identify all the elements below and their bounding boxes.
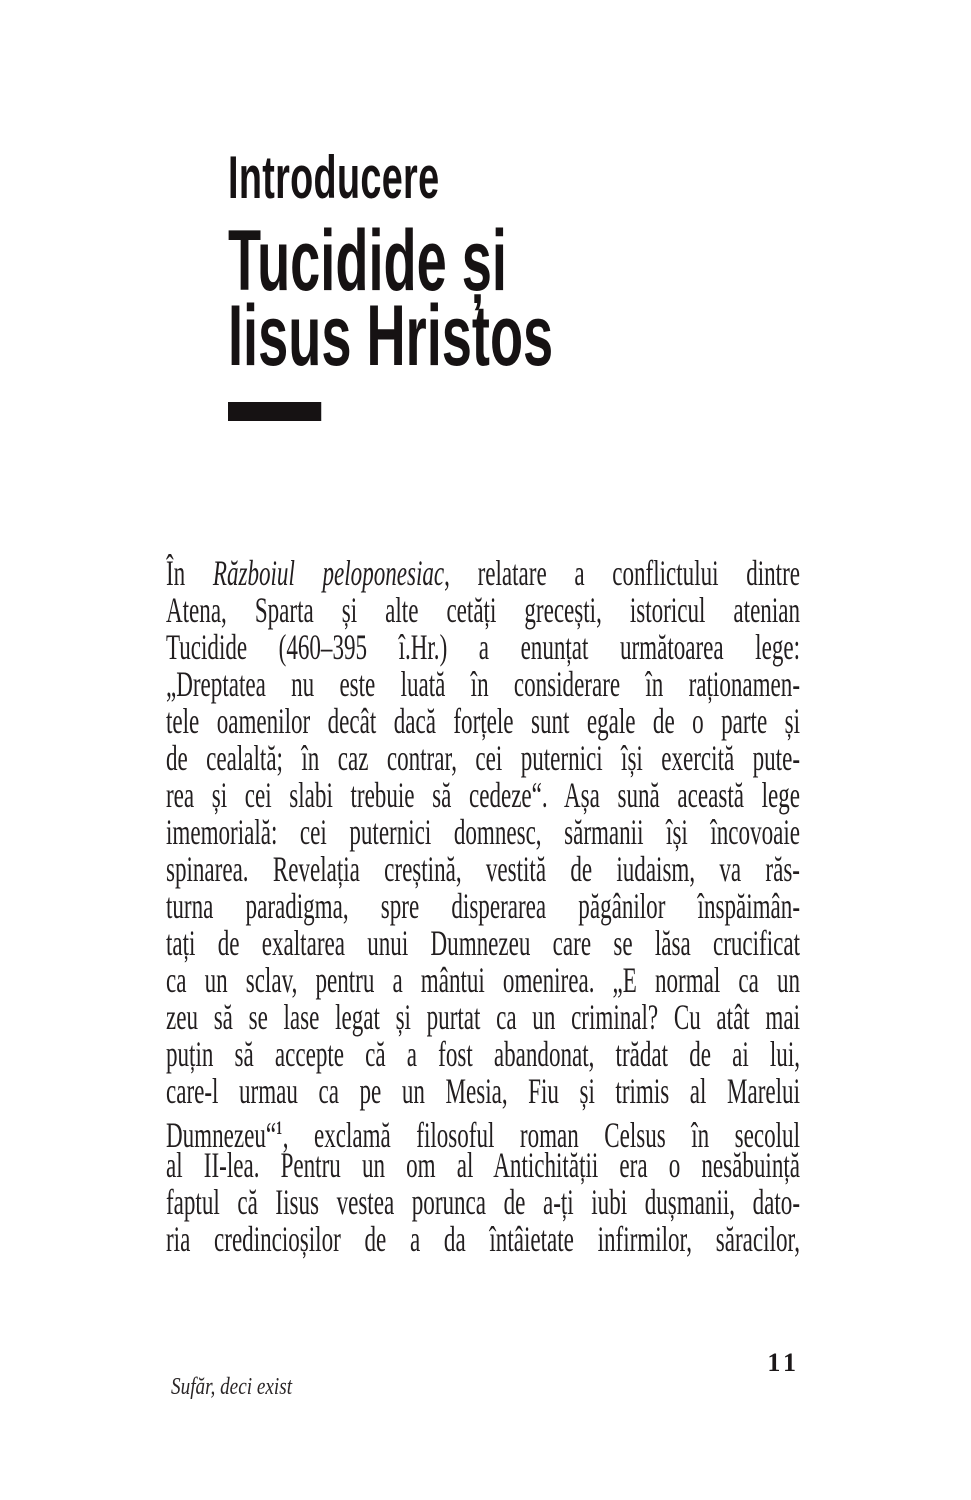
text-line: zeu să se lase legat și purtat ca un criminal? Cu atât mai — [166, 997, 800, 1037]
text-line: Atena, Sparta și alte cetăți grecești, istoricul atenian — [166, 590, 800, 630]
text-line: puțin să accepte că a fost abandonat, trădat de ai lui, — [166, 1034, 800, 1074]
text-line: rea și cei slabi trebuie să cedeze“. Așa sună această lege — [166, 775, 800, 815]
text-line: de cealaltă; în caz contrar, cei puternici își exercită pute- — [166, 738, 800, 778]
chapter-title-line-2: Iisus Hristos — [228, 288, 554, 384]
text-line: al II-lea. Pentru un om al Antichității era o nesăbuință — [166, 1145, 800, 1185]
text-line: faptul că Iisus vestea porunca de a-ți iubi dușmanii, dato- — [166, 1182, 800, 1222]
running-footer-title: Sufăr, deci exist — [171, 1374, 293, 1400]
text-line: ca un sclav, pentru a mântui omenirea. „E normal ca un — [166, 960, 800, 1000]
text-line: turna paradigma, spre disperarea păgânilor înspăimân- — [166, 886, 800, 926]
title-rule — [228, 402, 321, 421]
text-line: ria credincioșilor de a da întâietate infirmilor, săracilor, — [166, 1219, 800, 1259]
text-line: „Dreptatea nu este luată în considerare în raționamen- — [166, 664, 800, 704]
chapter-heading — [228, 146, 553, 421]
text-line: Tucidide (460–395 î.Hr.) a enunțat următoarea lege: — [166, 627, 800, 667]
text-line: spinarea. Revelația creștină, vestită de iudaism, va răs- — [166, 849, 800, 889]
chapter-title-line-1: Tucidide și — [228, 213, 507, 309]
chapter-kicker: Introducere — [228, 144, 440, 211]
text-line: tele oamenilor decât dacă forțele sunt egale de o parte și — [166, 701, 800, 741]
page-number: 11 — [767, 1348, 800, 1377]
text-line: tați de exaltarea unui Dumnezeu care se lăsa crucificat — [166, 923, 800, 963]
text-line: care-l urmau ca pe un Mesia, Fiu și trimis al Marelui — [166, 1071, 800, 1111]
text-line: Dumnezeu“$^1$, exclamă filosoful roman Celsus în secolul — [166, 1115, 800, 1155]
text-line: imemorială: cei puternici domnesc, sărmanii își încovoaie — [166, 812, 800, 852]
body-paragraph — [166, 555, 800, 1258]
text-line: În Războiul peloponesiac, relatare a conflictului dintre — [166, 553, 800, 593]
